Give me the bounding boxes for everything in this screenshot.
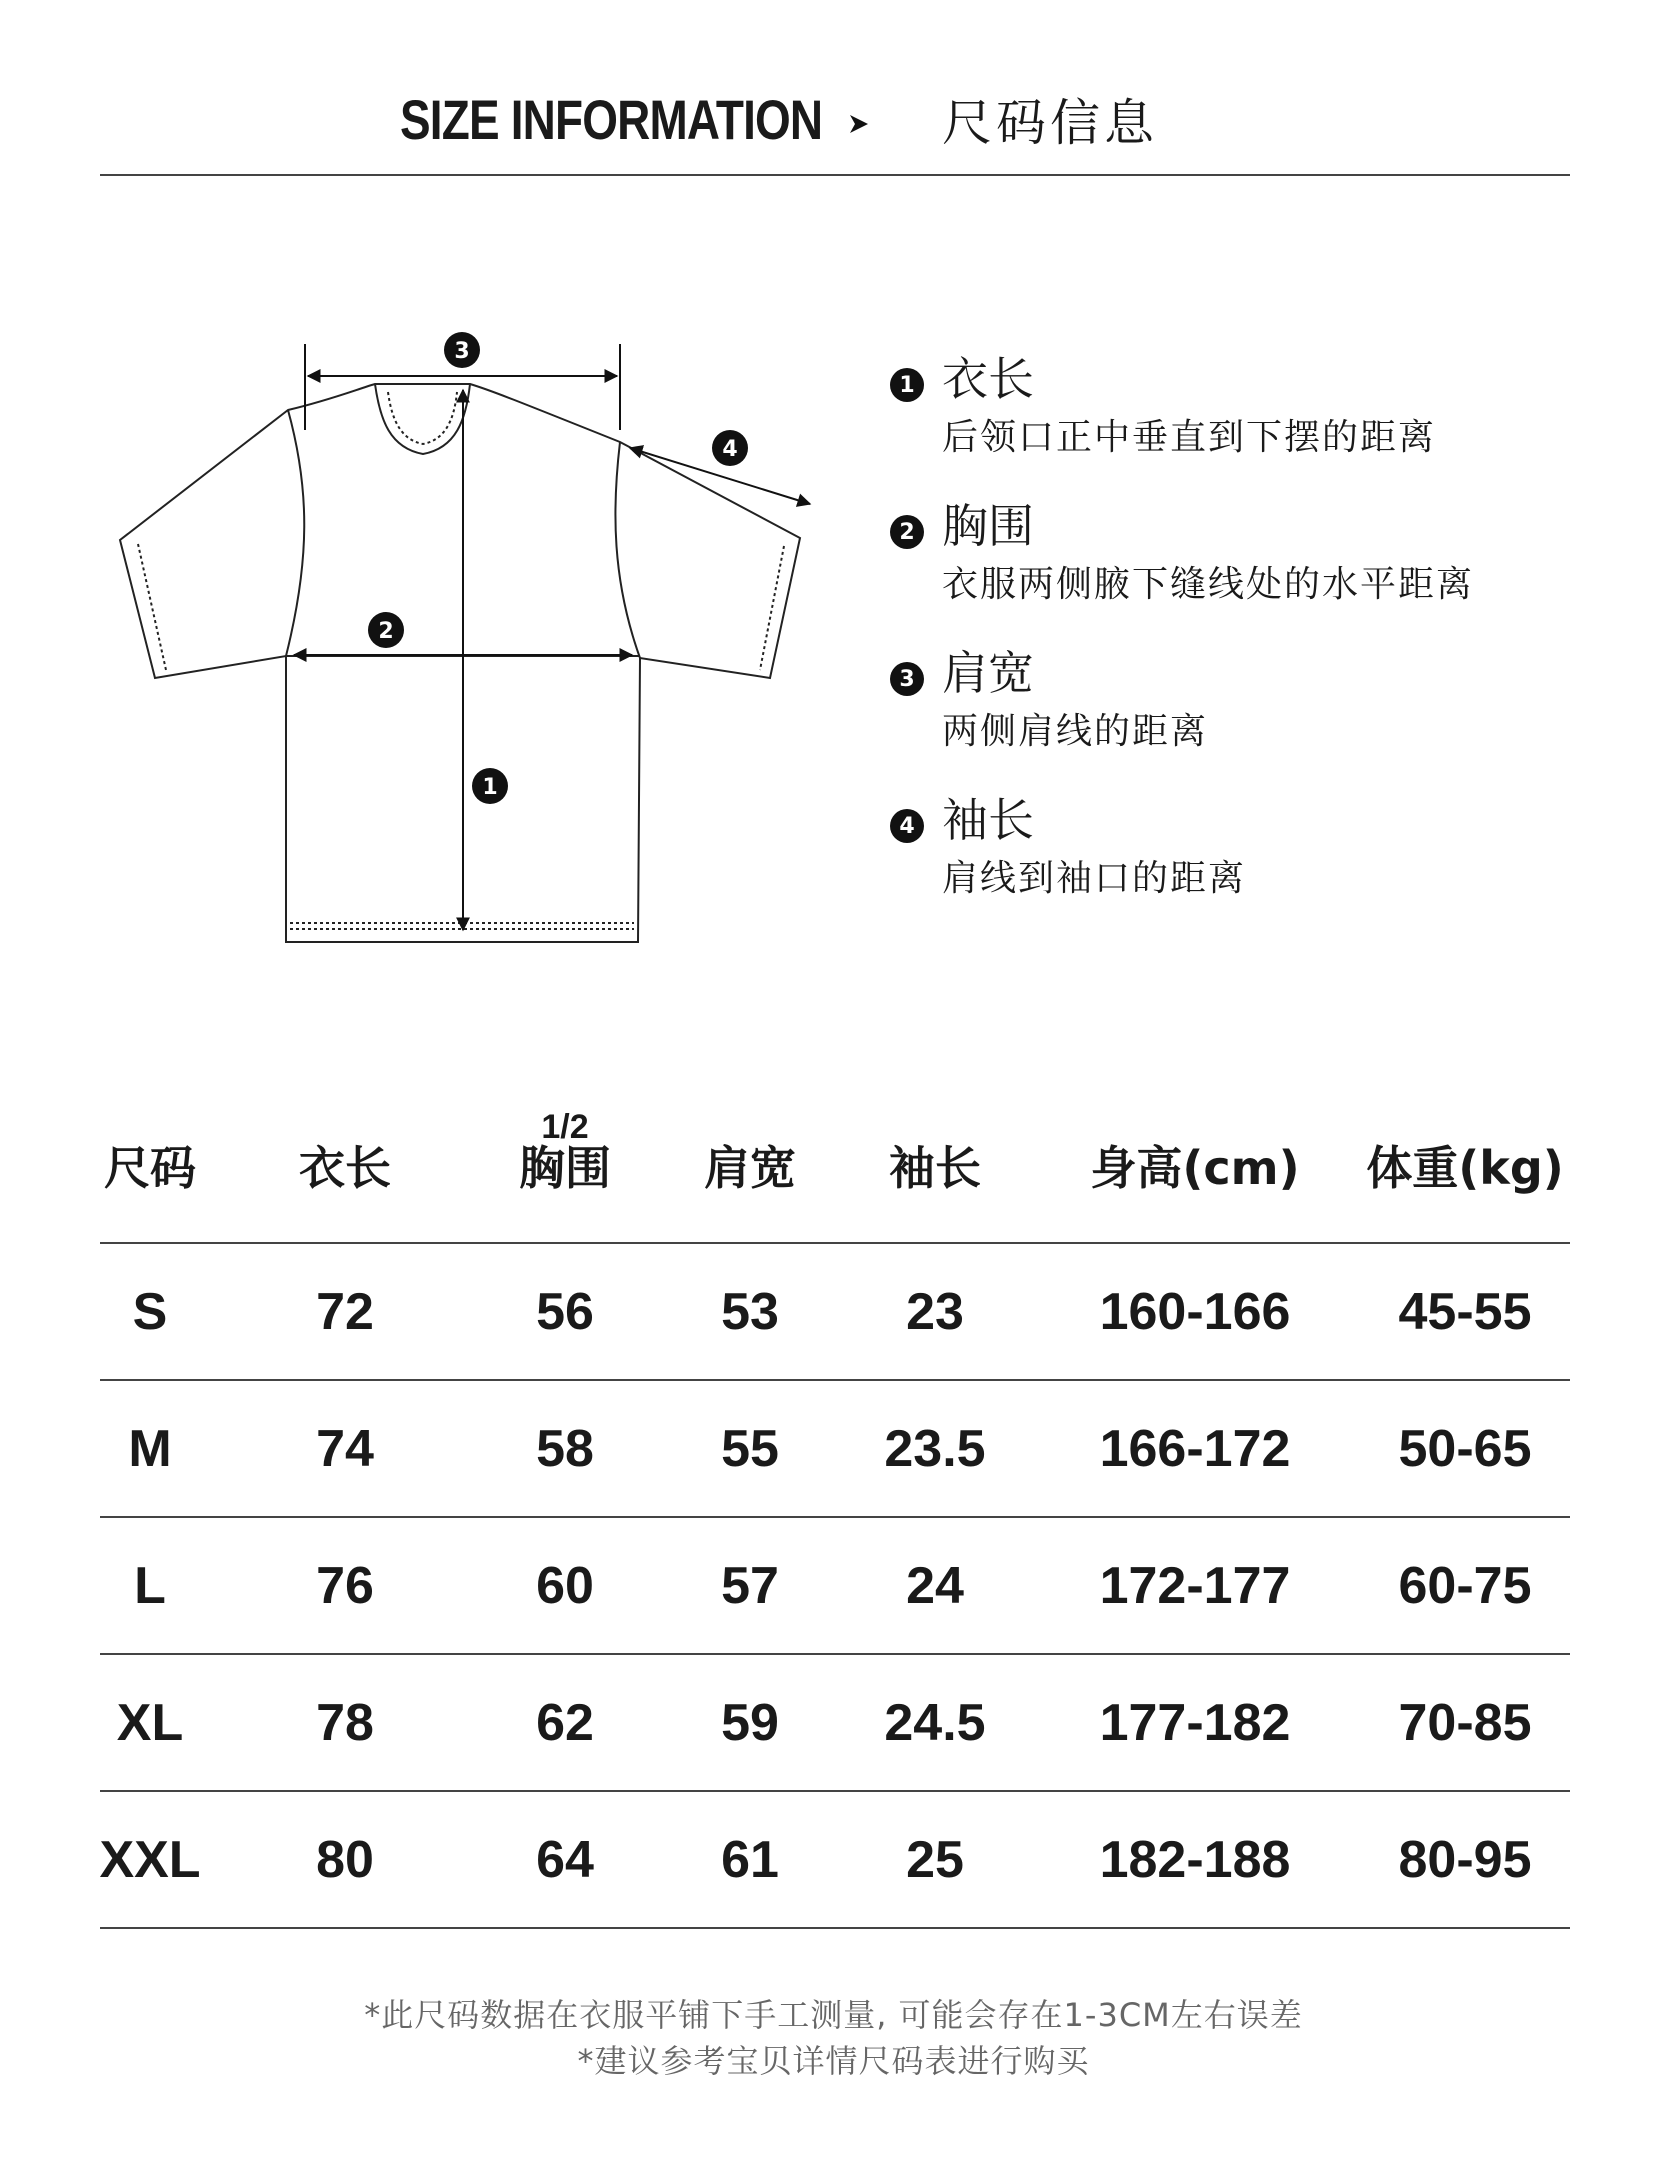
- cell-length: 78: [316, 1693, 374, 1752]
- marker-1: [472, 768, 508, 804]
- cell-size: XXL: [99, 1830, 201, 1889]
- cell-length: 80: [316, 1830, 374, 1889]
- header-sleeve: 袖长: [889, 1141, 981, 1195]
- cell-weight: 45-55: [1398, 1282, 1532, 1341]
- cell-height: 166-172: [1099, 1419, 1291, 1478]
- header-title-en: SIZE INFORMATION: [400, 88, 823, 151]
- cell-height: 160-166: [1099, 1282, 1291, 1341]
- table-row: [100, 1518, 1570, 1655]
- svg-text:2: 2: [378, 619, 394, 644]
- cell-weight: 50-65: [1398, 1419, 1532, 1478]
- half-chest-note: 1/2: [541, 1108, 589, 1146]
- header-title-cn: 尺码信息: [942, 94, 1158, 152]
- legend-number: 4: [890, 809, 924, 843]
- cell-sleeve: 23.5: [884, 1419, 986, 1478]
- svg-text:1: 1: [482, 775, 498, 800]
- footnote-reference: *建议参考宝贝详情尺码表进行购买: [577, 2042, 1090, 2080]
- header-chest: 胸围: [519, 1141, 611, 1195]
- marker-4: [712, 430, 748, 466]
- cell-shoulder: 61: [721, 1830, 779, 1889]
- cell-height: 182-188: [1099, 1830, 1291, 1889]
- legend-description: 两侧肩线的距离: [942, 711, 1209, 752]
- table-row: [100, 1792, 1570, 1929]
- header-size: 尺码: [104, 1141, 196, 1195]
- header-height: 身高(cm): [1090, 1141, 1300, 1195]
- legend-number: 1: [890, 368, 924, 402]
- cell-shoulder: 55: [721, 1419, 779, 1478]
- cell-size: XL: [116, 1693, 184, 1752]
- arrow-right-icon: [848, 113, 870, 135]
- cell-sleeve: 25: [906, 1830, 964, 1889]
- legend-item: [890, 350, 1610, 497]
- cell-size: L: [134, 1556, 166, 1615]
- legend-description: 后领口正中垂直到下摆的距离: [942, 417, 1437, 458]
- table-row: [100, 1655, 1570, 1792]
- cell-length: 72: [316, 1282, 374, 1341]
- cell-weight: 80-95: [1398, 1830, 1532, 1889]
- header-shoulder: 肩宽: [704, 1141, 796, 1195]
- legend-title: 袖长: [942, 793, 1034, 847]
- cell-chest: 64: [536, 1830, 594, 1889]
- measurement-legend: [890, 350, 1610, 938]
- cell-size: S: [132, 1282, 168, 1341]
- legend-title: 肩宽: [942, 646, 1034, 700]
- table-row: [100, 1381, 1570, 1518]
- tshirt-measurement-diagram: [100, 320, 830, 960]
- svg-text:3: 3: [454, 339, 470, 364]
- cell-sleeve: 23: [906, 1282, 964, 1341]
- footnote-measurement: *此尺码数据在衣服平铺下手工测量, 可能会存在1-3CM左右误差: [364, 1996, 1303, 2034]
- marker-3: [444, 332, 480, 368]
- cell-height: 177-182: [1099, 1693, 1291, 1752]
- cell-size: M: [128, 1419, 172, 1478]
- cell-chest: 60: [536, 1556, 594, 1615]
- cell-chest: 56: [536, 1282, 594, 1341]
- legend-description: 衣服两侧腋下缝线处的水平距离: [942, 564, 1475, 605]
- cell-chest: 58: [536, 1419, 594, 1478]
- cell-shoulder: 57: [721, 1556, 779, 1615]
- legend-description: 肩线到袖口的距离: [942, 858, 1247, 899]
- cell-sleeve: 24: [906, 1556, 964, 1615]
- header-divider: [100, 174, 1570, 176]
- legend-title: 衣长: [942, 352, 1034, 406]
- legend-item: [890, 644, 1610, 791]
- legend-item: [890, 497, 1610, 644]
- legend-item: [890, 791, 1610, 938]
- legend-title: 胸围: [942, 499, 1034, 553]
- cell-shoulder: 59: [721, 1693, 779, 1752]
- header-weight: 体重(kg): [1366, 1141, 1564, 1195]
- cell-weight: 60-75: [1398, 1556, 1532, 1615]
- cell-height: 172-177: [1099, 1556, 1291, 1615]
- svg-text:4: 4: [722, 437, 738, 462]
- cell-length: 74: [316, 1419, 374, 1478]
- table-header-row: [100, 1090, 1570, 1244]
- table-row: [100, 1244, 1570, 1381]
- cell-sleeve: 24.5: [884, 1693, 986, 1752]
- cell-chest: 62: [536, 1693, 594, 1752]
- header-length: 衣长: [299, 1141, 391, 1195]
- cell-shoulder: 53: [721, 1282, 779, 1341]
- marker-2: [368, 612, 404, 648]
- legend-number: 3: [890, 662, 924, 696]
- size-table: [100, 1090, 1570, 1929]
- cell-length: 76: [316, 1556, 374, 1615]
- cell-weight: 70-85: [1398, 1693, 1532, 1752]
- legend-number: 2: [890, 515, 924, 549]
